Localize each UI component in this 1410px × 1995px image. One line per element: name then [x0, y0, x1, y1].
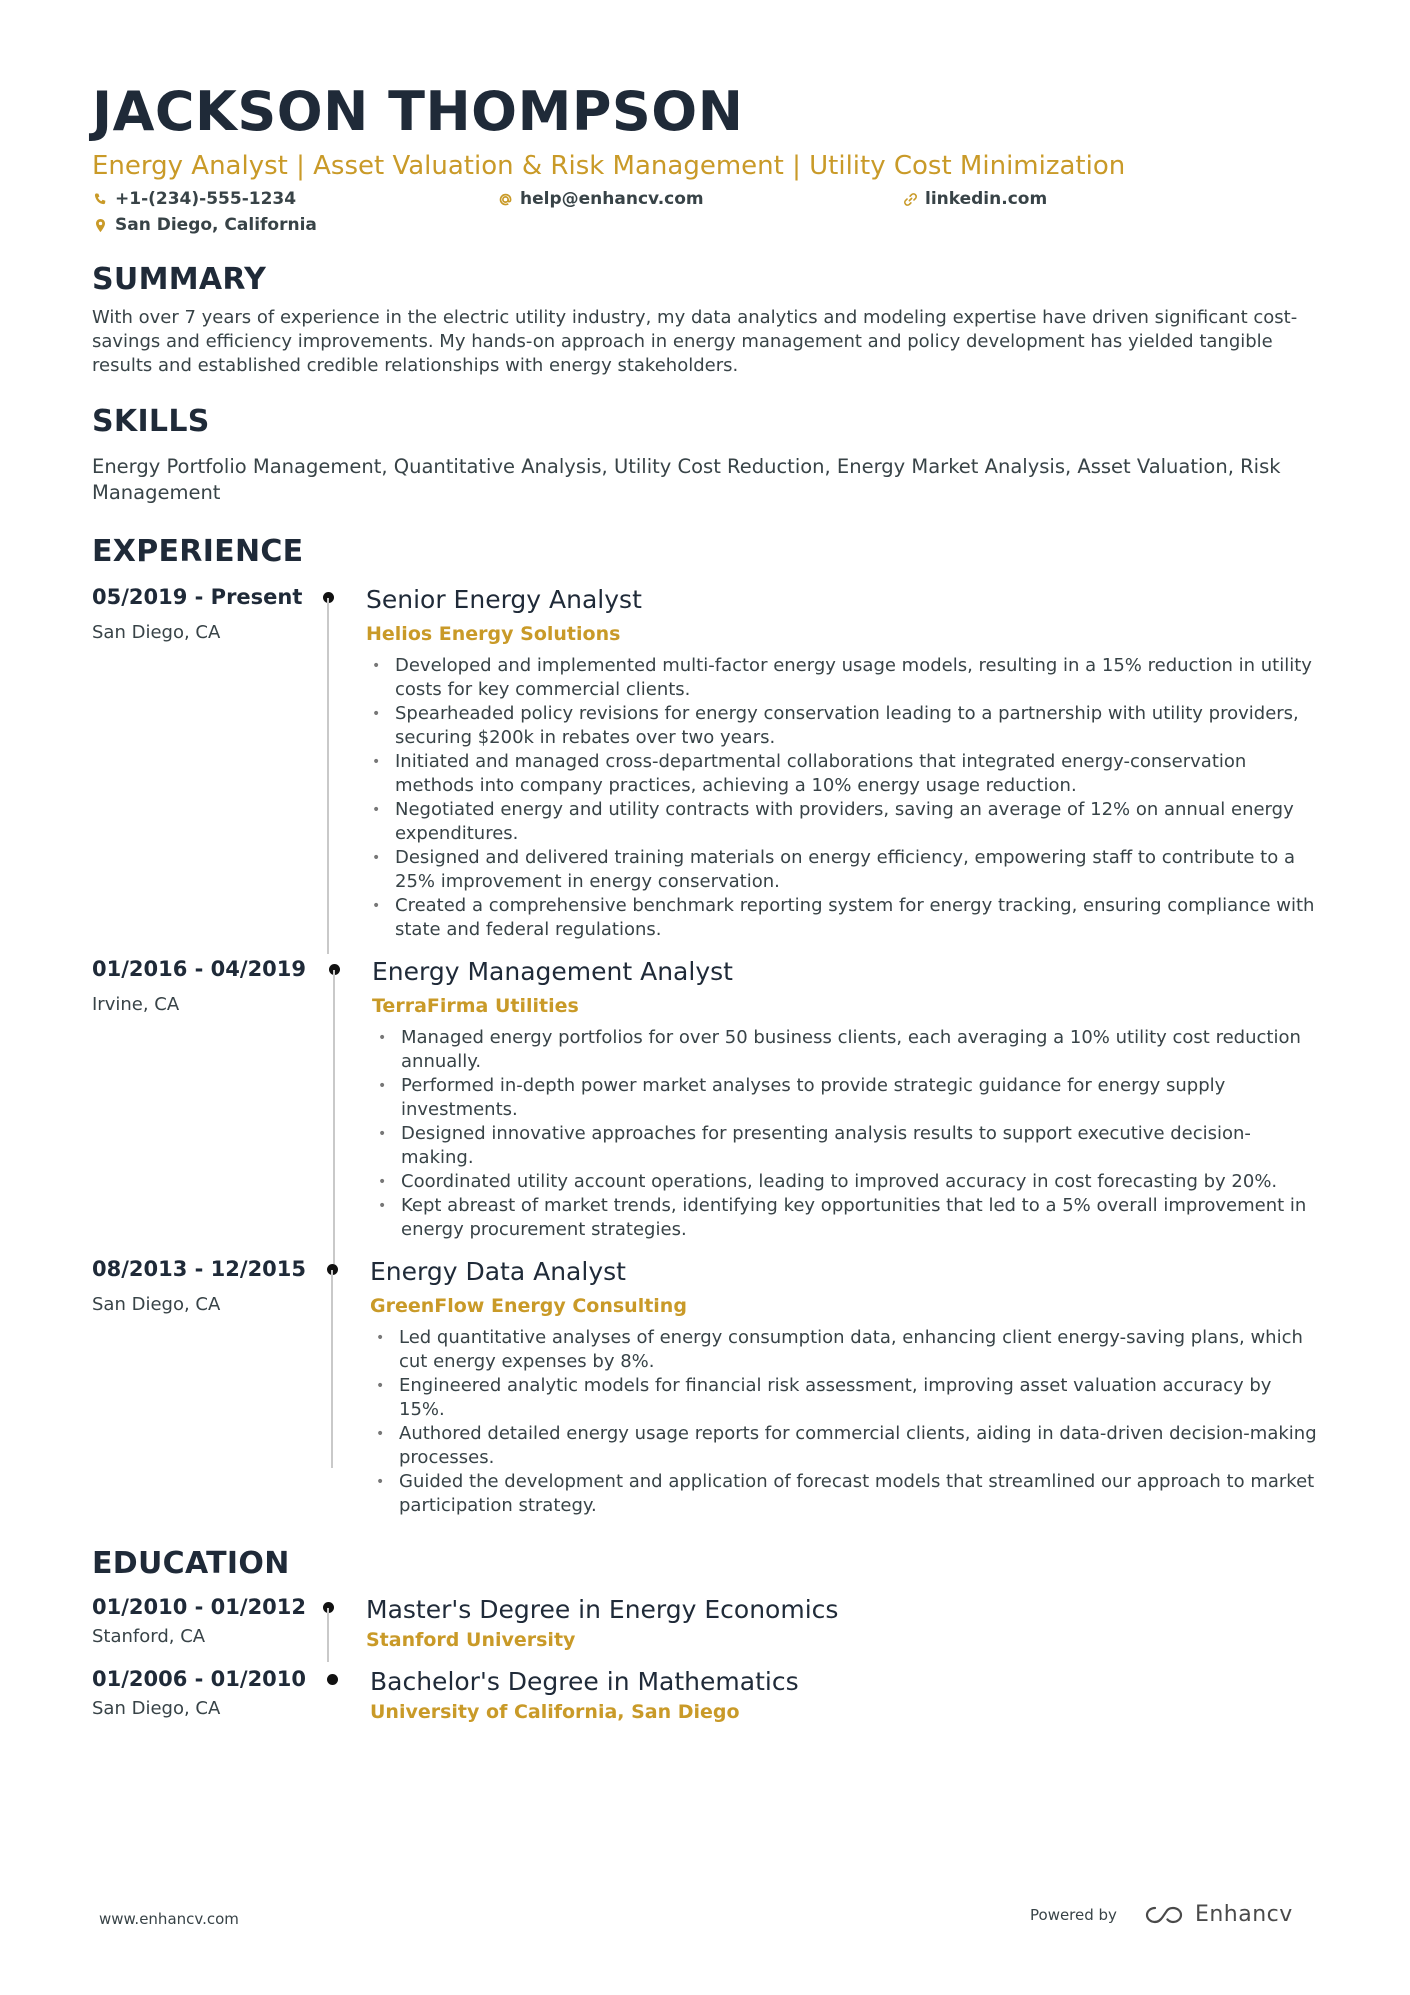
job-bullet: • Negotiated energy and utility contracts with providers, saving an average of 12% on annual energy expenditures. [372, 799, 1294, 844]
timeline-dot [327, 1674, 338, 1685]
timeline-line [327, 1608, 329, 1662]
timeline-line [331, 1270, 333, 1468]
job-bullet: • Initiated and managed cross-departmental collaborations that integrated energy-conservation methods into company practices, achieving a 10% energy usage reduction. [372, 751, 1247, 796]
footer-branding [1030, 1902, 1293, 1927]
phone-text: +1-(234)-555-1234 [115, 189, 297, 209]
job-bullet: • Engineered analytic models for financial risk assessment, improving asset valuation accuracy by 15%. [376, 1375, 1272, 1420]
timeline-line [327, 598, 329, 954]
job-bullets [366, 654, 1320, 942]
job-title: Energy Data Analyst [370, 1257, 626, 1286]
link-icon [902, 191, 918, 207]
skills-title: SKILLS [92, 404, 210, 439]
school-name: University of California, San Diego [370, 1701, 740, 1723]
education-location: San Diego, CA [92, 1698, 221, 1719]
linkedin-text: linkedin.com [925, 189, 1048, 209]
job-bullets [370, 1326, 1320, 1518]
education-section [92, 1546, 1320, 1724]
education-title: EDUCATION [92, 1546, 290, 1581]
skills-text: Energy Portfolio Management, Quantitative Analysis, Utility Cost Reduction, Energy Market Analysis, Asset Valuation, Risk Management [92, 455, 1281, 504]
job-bullet: • Authored detailed energy usage reports for commercial clients, aiding in data-driven decision-making processes. [376, 1423, 1317, 1468]
degree-title: Bachelor's Degree in Mathematics [370, 1667, 799, 1696]
job-date: 05/2019 - Present [92, 585, 303, 609]
enhancv-logo[interactable] [1143, 1902, 1293, 1927]
skills-section [92, 404, 1320, 506]
job-company: Helios Energy Solutions [366, 623, 621, 645]
job-location: San Diego, CA [92, 622, 221, 643]
contact-email[interactable] [497, 188, 902, 210]
job-bullet: • Led quantitative analyses of energy consumption data, enhancing client energy-saving plans, which cut energy expenses by 8%. [376, 1327, 1303, 1372]
education-date: 01/2010 - 01/2012 [92, 1595, 307, 1619]
job-bullet: • Kept abreast of market trends, identifying key opportunities that led to a 5% overall improvement in energy procurement strategies. [378, 1195, 1307, 1240]
candidate-headline: Energy Analyst | Asset Valuation & Risk Management | Utility Cost Minimization [92, 151, 1126, 181]
resume-header [92, 80, 1320, 236]
job-bullet: • Developed and implemented multi-factor energy usage models, resulting in a 15% reduction in utility costs for key commercial clients. [372, 655, 1312, 700]
email-text: help@enhancv.com [520, 189, 704, 209]
job-bullet: • Performed in-depth power market analyses to provide strategic guidance for energy supply investments. [378, 1075, 1226, 1120]
job-date: 01/2016 - 04/2019 [92, 957, 307, 981]
job-bullet: • Spearheaded policy revisions for energy conservation leading to a partnership with utility providers, securing $200k in rebates over two years. [372, 703, 1299, 748]
degree-title: Master's Degree in Energy Economics [366, 1595, 839, 1624]
job-location: San Diego, CA [92, 1294, 221, 1315]
job-bullet: • Guided the development and application of forecast models that streamlined our approach to market participation strategy. [376, 1471, 1315, 1516]
summary-text: With over 7 years of experience in the electric utility industry, my data analytics and modeling expertise have driven significant cost-savings and efficiency improvements. My hands-on approach in energy management and policy development has yielded tangible results and established credible relationships with energy stakeholders. [92, 307, 1298, 376]
candidate-name: JACKSON THOMPSON [92, 80, 744, 143]
experience-entry [92, 956, 1320, 1242]
experience-section [92, 534, 1320, 1518]
timeline-line [333, 970, 335, 1264]
school-name: Stanford University [366, 1629, 576, 1651]
summary-section [92, 262, 1320, 378]
brand-name: Enhancv [1194, 1902, 1293, 1927]
contact-info [92, 188, 1320, 236]
education-entry [92, 1594, 1320, 1652]
job-date: 08/2013 - 12/2015 [92, 1257, 307, 1281]
job-bullet: • Created a comprehensive benchmark reporting system for energy tracking, ensuring compliance with state and federal regulations. [372, 895, 1315, 940]
contact-location [92, 214, 497, 236]
job-bullet: • Coordinated utility account operations, leading to improved accuracy in cost forecasting by 20%. [378, 1171, 1278, 1192]
job-bullet: • Managed energy portfolios for over 50 business clients, each averaging a 10% utility cost reduction annually. [378, 1027, 1301, 1072]
job-location: Irvine, CA [92, 994, 180, 1015]
contact-linkedin[interactable] [902, 188, 1202, 210]
education-entry [92, 1666, 1320, 1724]
contact-phone[interactable] [92, 188, 497, 210]
experience-entry [92, 1256, 1320, 1518]
map-pin-icon [92, 217, 108, 233]
enhancv-logo-icon [1143, 1904, 1187, 1926]
education-date: 01/2006 - 01/2010 [92, 1667, 307, 1691]
at-sign-icon [497, 191, 513, 207]
job-title: Senior Energy Analyst [366, 585, 642, 614]
job-company: GreenFlow Energy Consulting [370, 1295, 687, 1317]
job-company: TerraFirma Utilities [372, 995, 579, 1017]
job-bullet: • Designed and delivered training materials on energy efficiency, empowering staff to contribute to a 25% improvement in energy conservation. [372, 847, 1295, 892]
summary-title: SUMMARY [92, 262, 267, 297]
experience-entry [92, 584, 1320, 942]
powered-by-label: Powered by [1030, 1905, 1117, 1924]
location-text: San Diego, California [115, 215, 317, 235]
job-bullets [372, 1026, 1320, 1242]
footer-website[interactable]: www.enhancv.com [99, 1910, 239, 1928]
job-title: Energy Management Analyst [372, 957, 733, 986]
job-bullet: • Designed innovative approaches for presenting analysis results to support executive decision-making. [378, 1123, 1251, 1168]
experience-title: EXPERIENCE [92, 534, 304, 569]
education-location: Stanford, CA [92, 1626, 206, 1647]
phone-icon [92, 191, 108, 207]
